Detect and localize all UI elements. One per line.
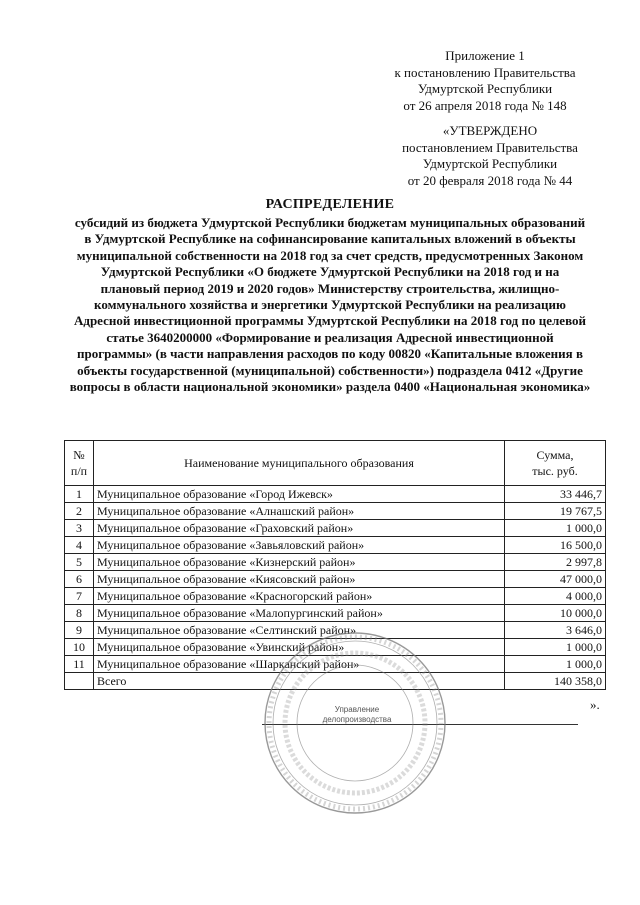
description-line: в Удмуртской Республике на софинансирование капитальных вложений в объекты <box>84 231 576 247</box>
annex-line: от 26 апреля 2018 года № 148 <box>403 97 567 113</box>
row-number: 10 <box>65 639 94 656</box>
description-line: плановый период 2019 и 2020 годов» Министерству строительства, жилищно- <box>100 280 560 296</box>
row-number: 7 <box>65 588 94 605</box>
seal-caption-line: Управление <box>334 705 380 714</box>
row-name: Муниципальное образование «Селтинский район» <box>94 622 505 639</box>
total-number <box>65 673 94 690</box>
description-line: Удмуртской Республики «О бюджете Удмуртской Республики на 2018 год и на <box>100 264 560 280</box>
table-row <box>65 520 606 537</box>
description-line: объекты государственной (муниципальной) собственности») подраздела 0412 «Другие <box>77 362 583 378</box>
table-row <box>65 554 606 571</box>
row-name: Муниципальное образование «Киясовский район» <box>94 571 505 588</box>
row-name: Муниципальное образование «Завьяловский район» <box>94 537 505 554</box>
row-name: Муниципальное образование «Город Ижевск» <box>94 486 505 503</box>
header-sum <box>505 441 606 486</box>
row-sum: 10 000,0 <box>505 605 606 622</box>
table-row <box>65 588 606 605</box>
description-line: Адресной инвестиционной программы Удмуртской Республики на 2018 год по целевой <box>73 313 586 329</box>
approval-line: «УТВЕРЖДЕНО <box>442 123 538 138</box>
row-name: Муниципальное образование «Граховский район» <box>94 520 505 537</box>
row-number: 8 <box>65 605 94 622</box>
row-sum: 3 646,0 <box>505 622 606 639</box>
row-number: 4 <box>65 537 94 554</box>
header-name: Наименование муниципального образования <box>94 441 505 486</box>
row-sum: 33 446,7 <box>505 486 606 503</box>
row-number: 6 <box>65 571 94 588</box>
header-number <box>65 441 94 486</box>
header-sum-line: Сумма, <box>536 448 574 462</box>
table-row <box>65 571 606 588</box>
row-number: 3 <box>65 520 94 537</box>
table-header-row <box>65 441 606 486</box>
row-sum: 16 500,0 <box>505 537 606 554</box>
row-sum: 1 000,0 <box>505 639 606 656</box>
document-heading <box>60 196 600 395</box>
row-name: Муниципальное образование «Красногорский район» <box>94 588 505 605</box>
annex-line: Удмуртской Республики <box>417 81 553 96</box>
annex-line: к постановлению Правительства <box>394 64 576 80</box>
approval-line: постановлением Правительства <box>402 139 578 155</box>
approval-reference <box>375 123 605 189</box>
row-name: Муниципальное образование «Шарканский район» <box>94 656 505 673</box>
description-line: муниципальной собственности на 2018 год за счет средств, предусмотренных Законом <box>76 247 584 263</box>
row-sum: 1 000,0 <box>505 520 606 537</box>
row-number: 5 <box>65 554 94 571</box>
description-line: программы» (в части направления расходов по коду 00820 «Капитальные вложения в <box>77 346 583 362</box>
row-sum: 4 000,0 <box>505 588 606 605</box>
table-row <box>65 503 606 520</box>
row-number: 2 <box>65 503 94 520</box>
header-number-line: п/п <box>70 464 88 478</box>
total-sum: 140 358,0 <box>505 673 606 690</box>
annex-reference <box>370 48 600 114</box>
description-line: коммунального хозяйства и энергетики Удмуртской Республики на реализацию <box>94 297 566 313</box>
table-row <box>65 486 606 503</box>
row-name: Муниципальное образование «Кизнерский район» <box>94 554 505 571</box>
table-row <box>65 537 606 554</box>
header-sum-line: тыс. руб. <box>532 464 578 478</box>
annex-line: Приложение 1 <box>445 48 525 63</box>
header-number-line: № <box>73 448 85 462</box>
total-label: Всего <box>94 673 505 690</box>
row-name: Муниципальное образование «Малопургинский район» <box>94 605 505 622</box>
document-title: РАСПРЕДЕЛЕНИЕ <box>265 197 395 212</box>
approval-line: Удмуртской Республики <box>422 156 558 171</box>
row-number: 11 <box>65 656 94 673</box>
description-line: вопросы в области национальной экономики» раздела 0400 «Национальная экономика» <box>69 379 591 395</box>
row-sum: 47 000,0 <box>505 571 606 588</box>
description-line: субсидий из бюджета Удмуртской Республики бюджетам муниципальных образований <box>74 215 586 230</box>
closing-quote-mark: ». <box>590 697 600 712</box>
seal-caption-line: делопроизводства <box>322 715 392 724</box>
document-description <box>60 215 600 395</box>
description-line: статье 3640200000 «Формирование и реализация Адресной инвестиционной <box>106 329 554 345</box>
row-sum: 1 000,0 <box>505 656 606 673</box>
table-row <box>65 605 606 622</box>
row-name: Муниципальное образование «Увинский район» <box>94 639 505 656</box>
row-name: Муниципальное образование «Алнашский район» <box>94 503 505 520</box>
seal-caption <box>312 705 402 725</box>
row-sum: 2 997,8 <box>505 554 606 571</box>
row-number: 1 <box>65 486 94 503</box>
approval-line: от 20 февраля 2018 года № 44 <box>407 172 573 188</box>
row-sum: 19 767,5 <box>505 503 606 520</box>
row-number: 9 <box>65 622 94 639</box>
